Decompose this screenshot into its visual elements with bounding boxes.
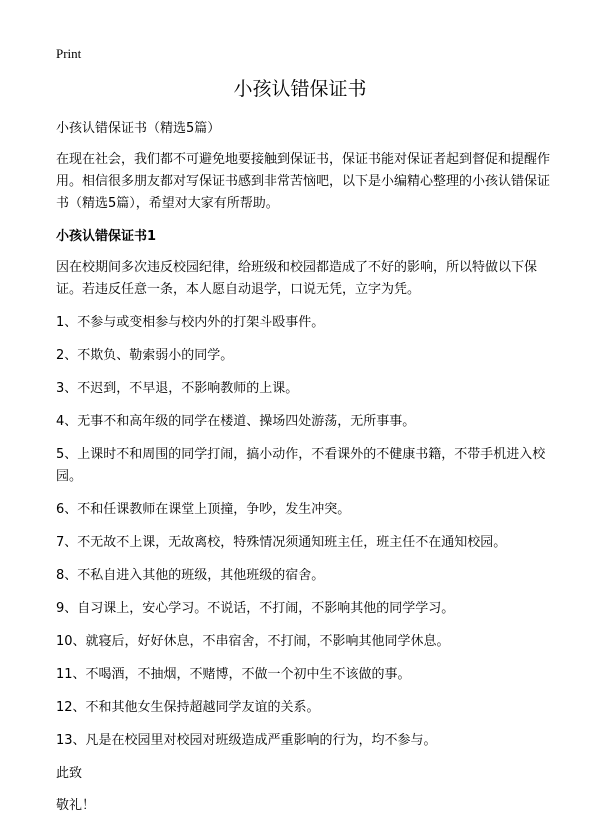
print-link[interactable]: Print (56, 46, 82, 61)
pledge-item: 2、不欺负、勒索弱小的同学。 (56, 348, 234, 363)
closing-line-2: 敬礼！ (56, 798, 96, 813)
pledge-item: 9、自习课上，安心学习。不说话，不打闹，不影响其他的同学学习。 (56, 601, 455, 616)
section-heading: 小孩认错保证书1 (56, 229, 157, 244)
pledge-item: 3、不迟到，不早退，不影响教师的上课。 (56, 381, 299, 396)
pledge-item: 4、无事不和高年级的同学在楼道、操场四处游荡，无所事事。 (56, 414, 416, 429)
pledge-item: 6、不和任课教师在课堂上顶撞，争吵，发生冲突。 (56, 502, 351, 517)
intro-paragraph: 在现在社会，我们都不可避免地要接触到保证书，保证书能对保证者起到督促和提醒作用。相信很多朋友都对写保证书感到非常苦恼吧，以下是小编精心整理的小孩认错保证书（精选5篇），希望对大家有所帮助。 (56, 152, 551, 211)
pledge-item: 10、就寝后，好好休息，不串宿舍，不打闹，不影响其他同学休息。 (56, 634, 450, 649)
document-subtitle: 小孩认错保证书（精选5篇） (56, 121, 221, 136)
pledge-item: 5、上课时不和周围的同学打闹，搞小动作，不看课外的不健康书籍，不带手机进入校园。 (56, 447, 546, 484)
document-body (56, 118, 551, 827)
pledge-item: 7、不无故不上课，无故离校，特殊情况须通知班主任，班主任不在通知校园。 (56, 535, 507, 550)
pledge-item: 8、不私自进入其他的班级，其他班级的宿舍。 (56, 568, 325, 583)
pledge-item: 12、不和其他女生保持超越同学友谊的关系。 (56, 700, 320, 715)
pledge-item: 13、凡是在校园里对校园对班级造成严重影响的行为，均不参与。 (56, 733, 437, 748)
pledge-item: 11、不喝酒，不抽烟，不赌博，不做一个初中生不该做的事。 (56, 667, 411, 682)
closing (56, 763, 551, 817)
page-title: 小孩认错保证书 (233, 78, 367, 100)
pledge-list (56, 312, 551, 752)
section-intro-paragraph: 因在校期间多次违反校园纪律，给班级和校园都造成了不好的影响，所以特做以下保证。若违反任意一条，本人愿自动退学，口说无凭，立字为凭。 (56, 260, 538, 297)
pledge-item: 1、不参与或变相参与校内外的打架斗殴事件。 (56, 315, 325, 330)
closing-line-1: 此致 (56, 766, 83, 781)
